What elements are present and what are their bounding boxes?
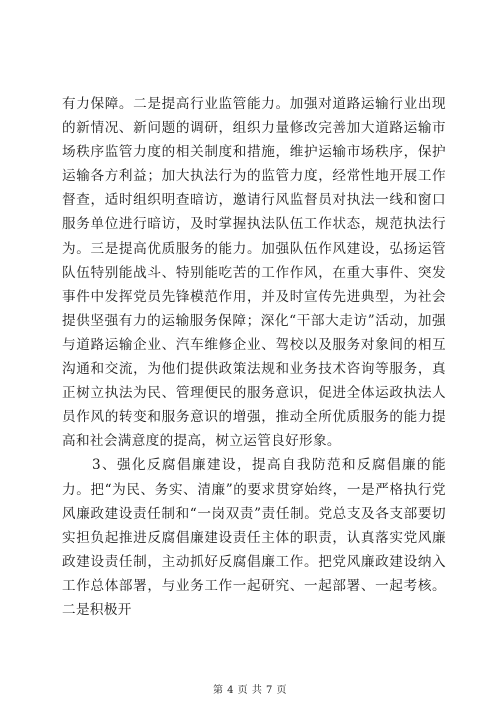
paragraph-anti-corruption: 3、强化反腐倡廉建设，提高自我防范和反腐倡廉的能力。把“为民、务实、清廉”的要求贯穿始终，一是严格执行党风廉政建设责任制和“一岗双责”责任制。党总支及各支部要切实担负起推进反腐倡廉建设责任主体的职责，认真落实党风廉政建设责任制，主动抓好反腐倡廉工作。把党风廉政建设纳入工作总体部署，与业务工作一起研究、一起部署、一起考核。二是积极开	[62, 457, 446, 618]
paragraph-industry-supervision: 有力保障。二是提高行业监管能力。加强对道路运输行业出现的新情况、新问题的调研，组织力量修改完善加大道路运输市场秩序监管力度的相关制度和措施，维护运输市场秩序，保护运输各方利益；加大执法行为的监管力度，经常性地开展工作督查，适时组织明查暗访，邀请行风监督员对执法一线和窗口服务单位进行暗访，及时掌握执法队伍工作状态，规范执法行为。三是提高优质服务的能力。加强队伍作风建设，弘扬运管队伍特别能战斗、特别能吃苦的工作作风，在重大事件、突发事件中发挥党员先锋模范作用，并及时宣传先进典型，为社会提供坚强有力的运输服务保障；深化“干部大走访”活动，加强与道路运输企业、汽车维修企业、驾校以及服务对象间的相互沟通和交流，为他们提供政策法规和业务技术咨询等服务，真正树立执法为民、管理便民的服务意识，促进全体运政执法人员作风的转变和服务意识的增强，推动全所优质服务的能力提高和社会满意度的提高，树立运管良好形象。	[62, 96, 446, 450]
document-body	[62, 92, 446, 622]
page-number-footer: 第 4 页 共 7 页	[212, 685, 288, 696]
